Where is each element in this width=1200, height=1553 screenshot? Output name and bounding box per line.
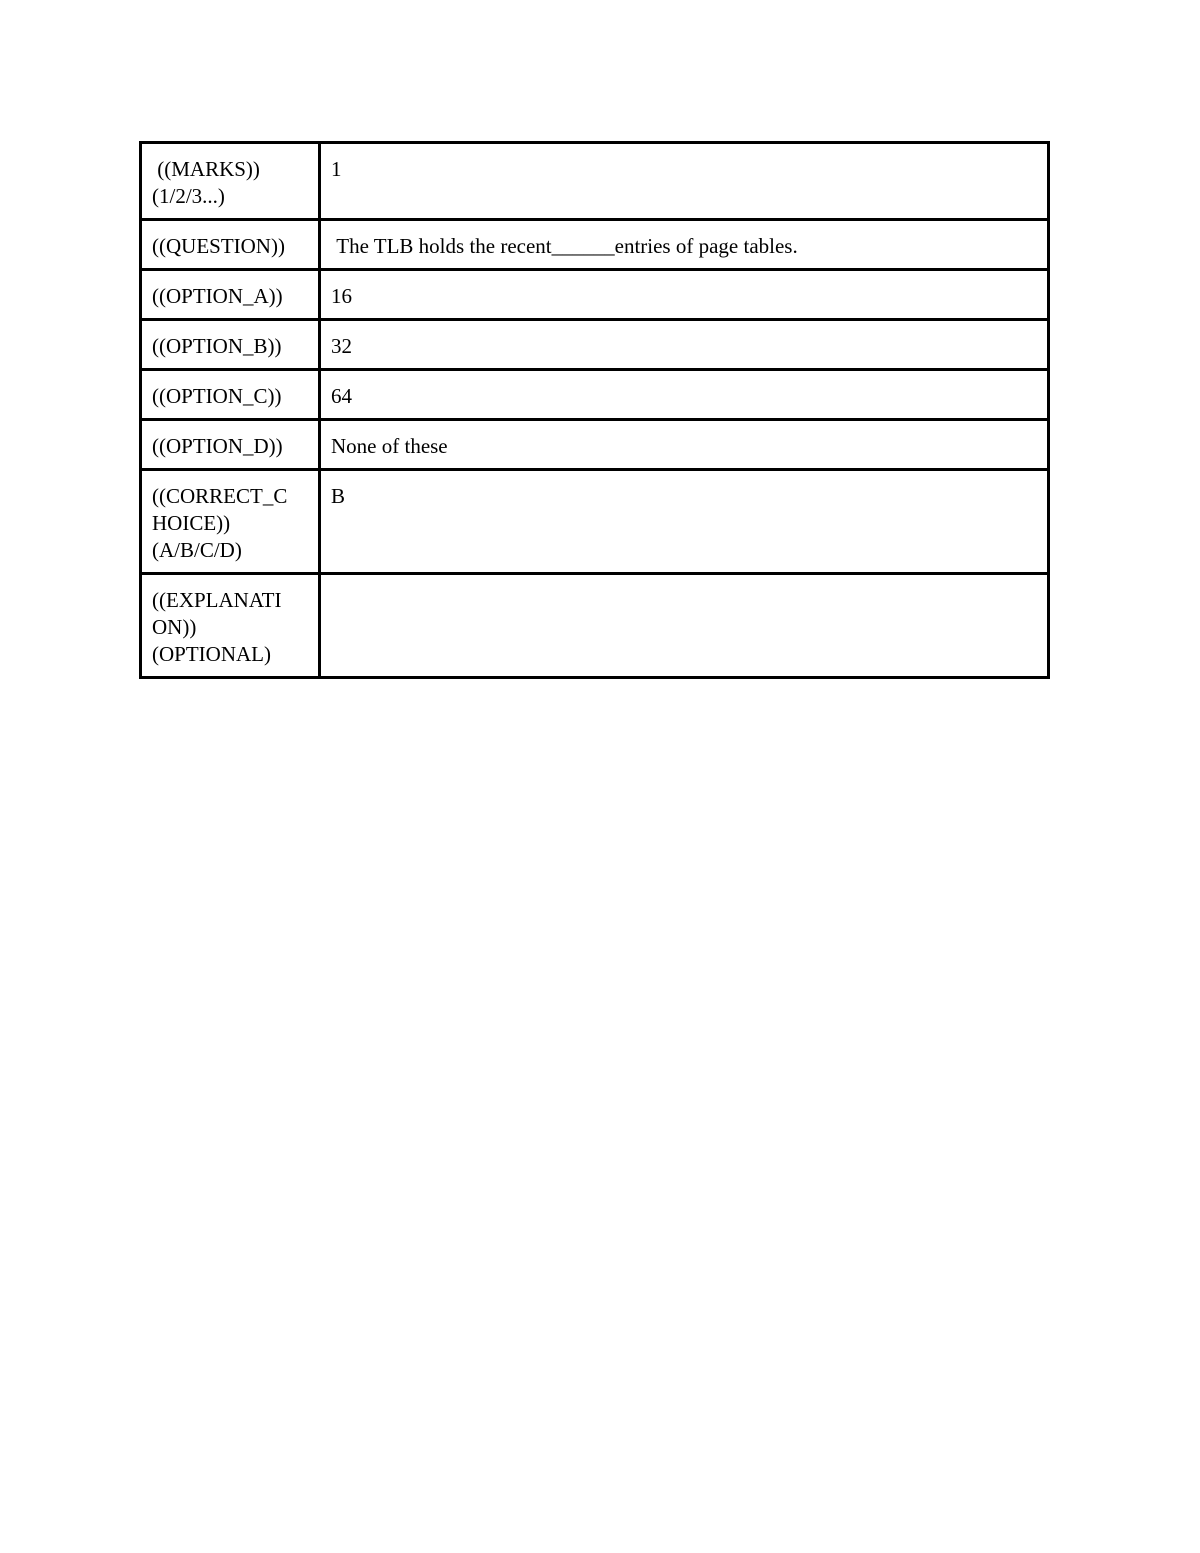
marks-label-cell bbox=[141, 143, 320, 220]
question-row bbox=[141, 220, 1049, 270]
explanation-value-cell bbox=[320, 574, 1049, 678]
option-b-value: 32 bbox=[331, 334, 352, 358]
correct-choice-value: B bbox=[331, 484, 346, 508]
correct-choice-label-cell bbox=[141, 470, 320, 574]
option-c-label-cell bbox=[141, 370, 320, 420]
marks-label: ((MARKS)) (1/2/3...) bbox=[152, 157, 260, 208]
option-d-label: ((OPTION_D)) bbox=[152, 434, 283, 458]
option-d-row bbox=[141, 420, 1049, 470]
correct-choice-row bbox=[141, 470, 1049, 574]
explanation-label-cell bbox=[141, 574, 320, 678]
option-a-label: ((OPTION_A)) bbox=[152, 284, 283, 308]
marks-value: 1 bbox=[331, 157, 342, 181]
option-a-value: 16 bbox=[331, 284, 352, 308]
option-b-label: ((OPTION_B)) bbox=[152, 334, 282, 358]
marks-row bbox=[141, 143, 1049, 220]
option-c-row bbox=[141, 370, 1049, 420]
option-c-value-cell bbox=[320, 370, 1049, 420]
marks-value-cell bbox=[320, 143, 1049, 220]
option-b-label-cell bbox=[141, 320, 320, 370]
option-d-value: None of these bbox=[331, 434, 448, 458]
option-b-value-cell bbox=[320, 320, 1049, 370]
question-table bbox=[139, 141, 1050, 679]
question-label-cell bbox=[141, 220, 320, 270]
explanation-label: ((EXPLANATI ON)) (OPTIONAL) bbox=[152, 588, 282, 666]
correct-choice-label: ((CORRECT_C HOICE)) (A/B/C/D) bbox=[152, 484, 288, 562]
option-c-label: ((OPTION_C)) bbox=[152, 384, 282, 408]
option-a-label-cell bbox=[141, 270, 320, 320]
option-a-value-cell bbox=[320, 270, 1049, 320]
option-b-row bbox=[141, 320, 1049, 370]
question-value-cell bbox=[320, 220, 1049, 270]
option-d-label-cell bbox=[141, 420, 320, 470]
question-label: ((QUESTION)) bbox=[152, 234, 285, 258]
option-d-value-cell bbox=[320, 420, 1049, 470]
explanation-row bbox=[141, 574, 1049, 678]
option-a-row bbox=[141, 270, 1049, 320]
option-c-value: 64 bbox=[331, 384, 352, 408]
question-text: The TLB holds the recent______entries of page tables. bbox=[331, 234, 798, 258]
correct-choice-value-cell bbox=[320, 470, 1049, 574]
